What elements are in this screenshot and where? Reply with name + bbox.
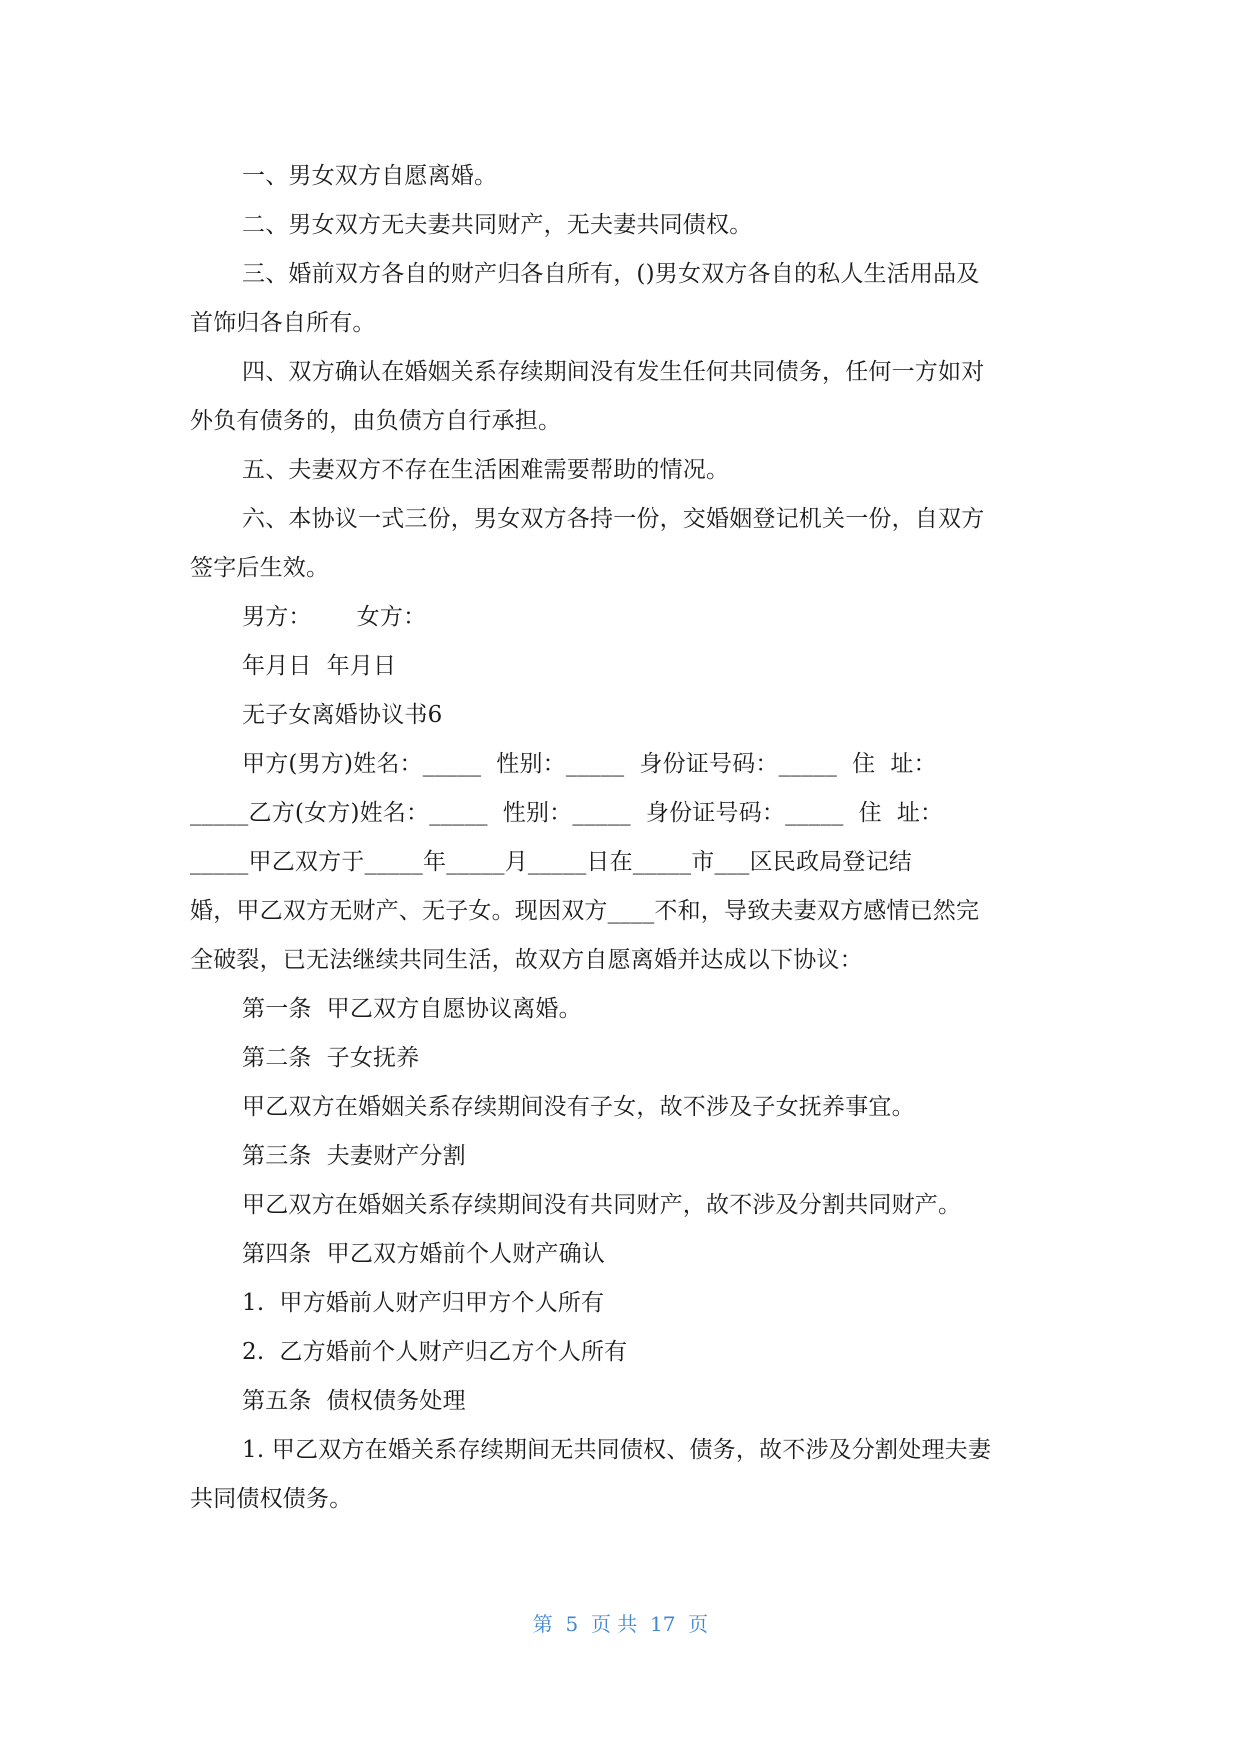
paragraph-line: _____甲乙双方于_____年_____月_____日在_____市___区民政局登记结 xyxy=(190,849,912,875)
paragraph-line: _____乙方(女方)姓名：_____ 性别：_____ 身份证号码：_____ 住 址： xyxy=(190,800,944,826)
article-heading: 第四条 甲乙双方婚前个人财产确认 xyxy=(242,1241,606,1267)
paragraph-line: 一、男女双方自愿离婚。 xyxy=(242,163,498,189)
list-item: 1. 甲乙双方在婚关系存续期间无共同债权、债务，故不涉及分割处理夫妻 xyxy=(242,1437,992,1463)
paragraph-line: 签字后生效。 xyxy=(190,555,330,581)
paragraph-line: 甲乙双方在婚姻关系存续期间没有子女，故不涉及子女抚养事宜。 xyxy=(242,1094,915,1120)
article-heading: 第三条 夫妻财产分割 xyxy=(242,1143,466,1169)
article-heading: 第二条 子女抚养 xyxy=(242,1045,420,1071)
article-heading: 第五条 债权债务处理 xyxy=(242,1388,466,1414)
paragraph-line: 四、双方确认在婚姻关系存续期间没有发生任何共同债务，任何一方如对 xyxy=(242,359,985,385)
paragraph-line: 外负有债务的，由负债方自行承担。 xyxy=(190,408,562,434)
paragraph-line: 婚，甲乙双方无财产、无子女。现因双方____不和，导致夫妻双方感情已然完 xyxy=(190,898,980,924)
paragraph-line: 五、夫妻双方不存在生活困难需要帮助的情况。 xyxy=(242,457,730,483)
document-body xyxy=(190,152,1040,1524)
signature-line: 男方： 女方： xyxy=(242,604,427,630)
paragraph-line: 首饰归各自所有。 xyxy=(190,310,376,336)
list-item: 1. 甲方婚前人财产归甲方个人所有 xyxy=(242,1290,605,1316)
paragraph-line: 共同债权债务。 xyxy=(190,1486,353,1512)
paragraph-line: 甲乙双方在婚姻关系存续期间没有共同财产，故不涉及分割共同财产。 xyxy=(242,1192,962,1218)
paragraph-line: 三、婚前双方各自的财产归各自所有，()男女双方各自的私人生活用品及 xyxy=(242,261,980,287)
date-line: 年月日 年月日 xyxy=(242,653,397,679)
paragraph-line: 二、男女双方无夫妻共同财产，无夫妻共同债权。 xyxy=(242,212,753,238)
paragraph-line: 六、本协议一式三份，男女双方各持一份，交婚姻登记机关一份，自双方 xyxy=(242,506,985,532)
paragraph-line: 甲方(男方)姓名：_____ 性别：_____ 身份证号码：_____ 住 址： xyxy=(242,751,937,777)
list-item: 2. 乙方婚前个人财产归乙方个人所有 xyxy=(242,1339,628,1365)
paragraph-line: 全破裂，已无法继续共同生活，故双方自愿离婚并达成以下协议： xyxy=(190,947,863,973)
article-heading: 第一条 甲乙双方自愿协议离婚。 xyxy=(242,996,582,1022)
page-number-footer: 第 5 页 共 17 页 xyxy=(532,1612,709,1636)
section-title: 无子女离婚协议书6 xyxy=(242,702,443,728)
